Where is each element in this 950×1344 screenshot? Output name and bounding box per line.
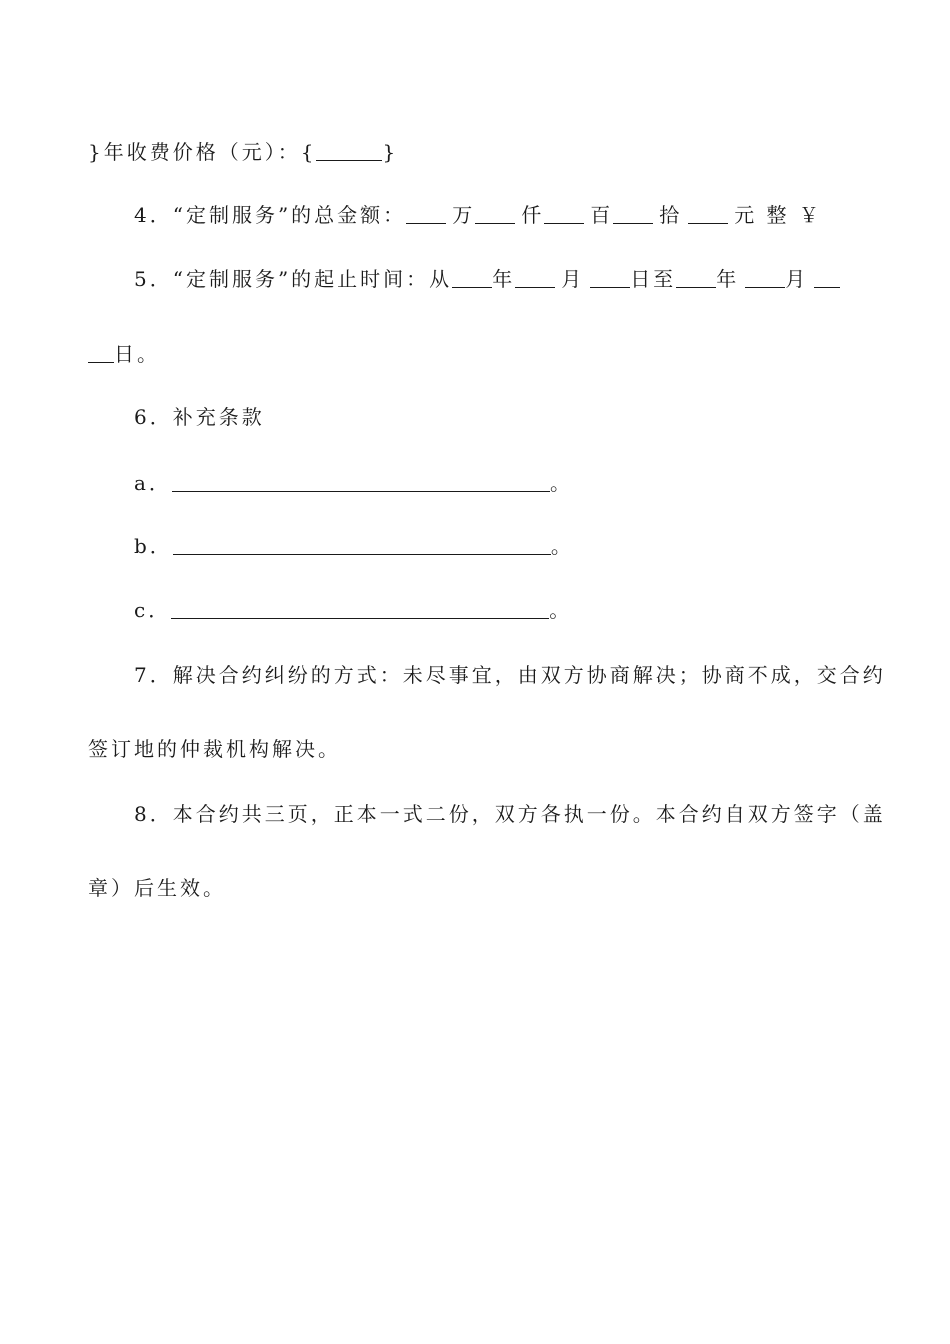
bai-blank[interactable] — [544, 203, 584, 224]
item-7-text-2: 签订地的仲裁机构解决。 — [88, 737, 341, 761]
wan-unit: 万 — [452, 203, 476, 227]
start-year-unit: 年 — [492, 267, 516, 291]
clause-a-end: 。 — [549, 471, 573, 495]
start-day-blank[interactable] — [590, 267, 630, 288]
clause-c-blank[interactable] — [171, 598, 549, 619]
clause-a-label: a． — [134, 471, 172, 495]
qian-blank[interactable] — [475, 203, 515, 224]
clause-c-label: c． — [134, 598, 172, 622]
end-month-unit: 月 — [785, 267, 809, 291]
annual-fee-line — [88, 137, 864, 167]
clause-a — [134, 468, 864, 498]
annual-fee-close: } — [382, 140, 399, 164]
shi-unit: 拾 — [659, 203, 683, 227]
clause-b-blank[interactable] — [173, 534, 551, 555]
item-5-label: 5．“定制服务”的起止时间：从 — [134, 267, 453, 291]
yuan-unit: 元 整 ￥ — [734, 203, 822, 227]
start-year-blank[interactable] — [452, 267, 492, 288]
item-4-label: 4．“定制服务”的总金额： — [134, 203, 407, 227]
clause-c-end: 。 — [549, 598, 573, 622]
item-5-period — [134, 264, 864, 294]
end-month-blank[interactable] — [745, 267, 785, 288]
yuan-blank[interactable] — [688, 203, 728, 224]
item-6-heading — [134, 402, 864, 432]
clause-c — [134, 595, 864, 625]
annual-fee-blank[interactable] — [316, 140, 382, 161]
item-8-line1 — [134, 799, 886, 829]
clause-b-label: b． — [134, 534, 173, 558]
end-day-blank-part1[interactable] — [814, 267, 840, 288]
item-6-label: 6．补充条款 — [134, 405, 265, 429]
wan-blank[interactable] — [406, 203, 446, 224]
item-7-text-1: 7．解决合约纠纷的方式：未尽事宜，由双方协商解决；协商不成，交合约 — [134, 663, 886, 687]
item-4-total-amount — [134, 200, 864, 230]
end-day-blank-part2[interactable] — [88, 342, 114, 363]
item-5-continuation — [88, 339, 864, 369]
start-month-unit: 月 — [561, 267, 585, 291]
annual-fee-label: }年收费价格（元）：{ — [88, 140, 317, 164]
start-day-unit: 日至 — [630, 267, 677, 291]
item-8-line2 — [88, 873, 864, 903]
end-day-unit: 日。 — [114, 342, 160, 366]
end-year-blank[interactable] — [676, 267, 716, 288]
item-7-line1 — [134, 660, 886, 690]
qian-unit: 仟 — [521, 203, 545, 227]
item-8-text-2: 章）后生效。 — [88, 876, 226, 900]
bai-unit: 百 — [590, 203, 614, 227]
item-7-line2 — [88, 734, 864, 764]
clause-a-blank[interactable] — [172, 471, 550, 492]
shi-blank[interactable] — [613, 203, 653, 224]
clause-b-end: 。 — [550, 534, 574, 558]
clause-b — [134, 531, 864, 561]
start-month-blank[interactable] — [515, 267, 555, 288]
item-8-text-1: 8．本合约共三页，正本一式二份，双方各执一份。本合约自双方签字（盖 — [134, 802, 886, 826]
end-year-unit: 年 — [716, 267, 740, 291]
